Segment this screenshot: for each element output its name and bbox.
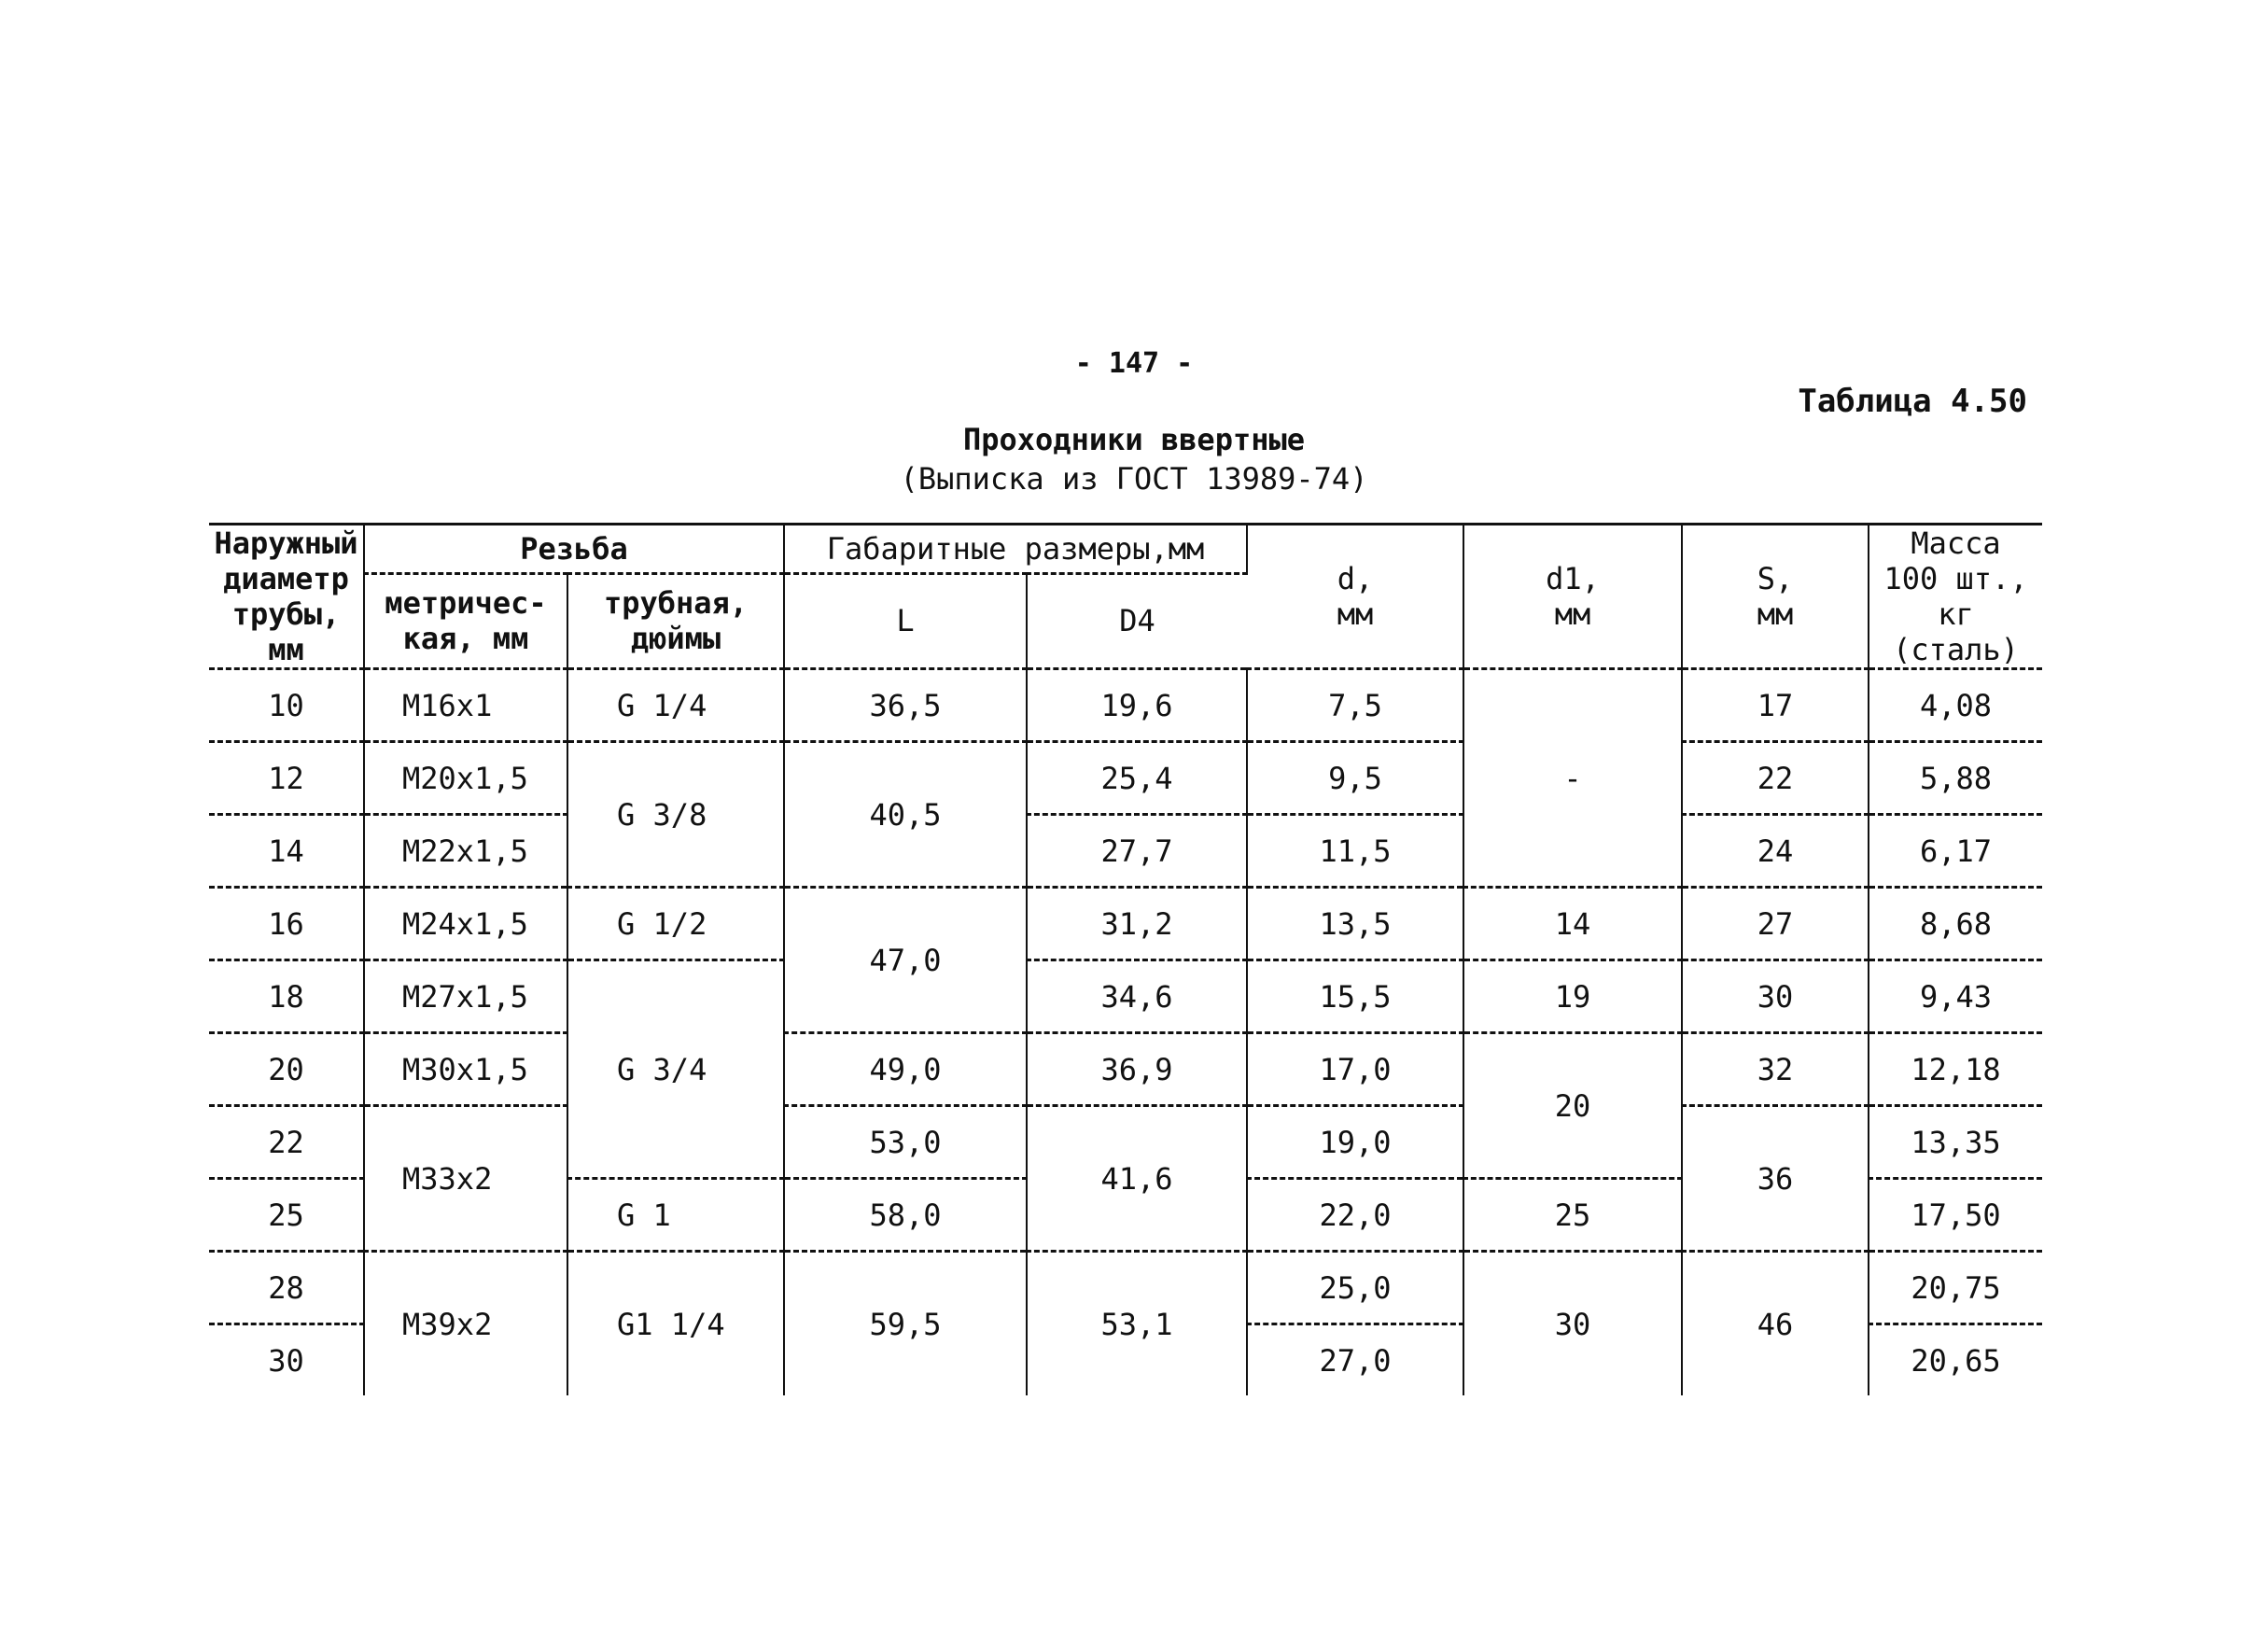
cell-outer-diameter: 12 xyxy=(209,742,364,815)
cell-d1: 19 xyxy=(1463,960,1682,1033)
header-mass-line-4: (сталь) xyxy=(1893,632,2019,667)
cell-outer-diameter: 28 xyxy=(209,1252,364,1324)
cell-s: 17 xyxy=(1682,669,1869,742)
cell-d: 17,0 xyxy=(1247,1033,1463,1106)
cell-d1: 20 xyxy=(1463,1033,1682,1179)
cell-d: 25,0 xyxy=(1247,1252,1463,1324)
cell-s: 24 xyxy=(1682,815,1869,888)
header-s xyxy=(1682,525,1869,669)
cell-d4: 34,6 xyxy=(1027,960,1247,1033)
cell-mass: 6,17 xyxy=(1869,815,2042,888)
cell-outer-diameter: 25 xyxy=(209,1179,364,1252)
cell-d4: 27,7 xyxy=(1027,815,1247,888)
cell-thread-metric: M16x1 xyxy=(364,669,567,742)
cell-s: 27 xyxy=(1682,888,1869,960)
cell-d4: 25,4 xyxy=(1027,742,1247,815)
cell-d1: 25 xyxy=(1463,1179,1682,1252)
page-number: - 147 - xyxy=(1074,347,1194,380)
cell-d1: - xyxy=(1463,669,1682,888)
table-label: Таблица 4.50 xyxy=(1798,383,2027,420)
cell-d1: 30 xyxy=(1463,1252,1682,1396)
header-outer-diameter-line-4: мм xyxy=(268,632,304,667)
cell-thread-pipe: G 1 xyxy=(567,1179,784,1252)
table-row xyxy=(209,1106,2042,1179)
cell-d4: 36,9 xyxy=(1027,1033,1247,1106)
header-overall-dims: Габаритные размеры,мм xyxy=(784,525,1247,574)
header-mass-line-3: кг xyxy=(1938,596,1974,632)
cell-thread-metric: M22x1,5 xyxy=(364,815,567,888)
cell-thread-metric: M24x1,5 xyxy=(364,888,567,960)
header-outer-diameter-line-3: трубы, xyxy=(231,596,341,632)
cell-d4: 31,2 xyxy=(1027,888,1247,960)
cell-s: 22 xyxy=(1682,742,1869,815)
cell-d: 27,0 xyxy=(1247,1324,1463,1396)
cell-outer-diameter: 30 xyxy=(209,1324,364,1396)
header-d4: D4 xyxy=(1027,573,1247,668)
header-mass-line-1: Масса xyxy=(1911,525,2001,561)
table-row xyxy=(209,960,2042,1033)
header-s-line-1: S, xyxy=(1757,561,1794,596)
cell-thread-pipe: G1 1/4 xyxy=(567,1252,784,1396)
cell-d4: 41,6 xyxy=(1027,1106,1247,1252)
cell-outer-diameter: 14 xyxy=(209,815,364,888)
cell-l: 47,0 xyxy=(784,888,1027,1033)
header-mass xyxy=(1869,525,2042,669)
header-thread-metric-line-2: кая, мм xyxy=(402,621,529,657)
cell-l: 49,0 xyxy=(784,1033,1027,1106)
cell-l: 36,5 xyxy=(784,669,1027,742)
header-d xyxy=(1247,525,1463,669)
title-line-2: (Выписка из ГОСТ 13989-74) xyxy=(900,461,1368,497)
header-d1-line-2: мм xyxy=(1554,596,1591,632)
cell-thread-pipe: G 3/4 xyxy=(567,960,784,1179)
table-row xyxy=(209,742,2042,815)
header-thread-metric-line-1: метричес- xyxy=(385,585,547,622)
cell-mass: 20,65 xyxy=(1911,1342,2001,1379)
header-thread-pipe-line-2: дюймы xyxy=(630,621,721,657)
cell-thread-pipe: G 1/4 xyxy=(567,669,784,742)
cell-thread-metric: M30x1,5 xyxy=(364,1033,567,1106)
cell-l: 53,0 xyxy=(784,1106,1027,1179)
cell-mass: 13,35 xyxy=(1869,1106,2042,1179)
cell-d: 13,5 xyxy=(1247,888,1463,960)
cell-outer-diameter: 22 xyxy=(209,1106,364,1179)
cell-thread-metric: M27x1,5 xyxy=(364,960,567,1033)
table-row xyxy=(209,1252,2042,1324)
header-thread: Резьба xyxy=(364,525,784,574)
cell-l: 59,5 xyxy=(784,1252,1027,1396)
header-d-line-2: мм xyxy=(1337,596,1374,632)
title-line-1: Проходники ввертные xyxy=(962,422,1306,457)
header-l: L xyxy=(784,573,1027,668)
cell-mass: 12,18 xyxy=(1869,1033,2042,1106)
table-row xyxy=(209,669,2042,742)
table-title xyxy=(0,420,2268,498)
cell-d: 9,5 xyxy=(1247,742,1463,815)
cell-s: 46 xyxy=(1682,1252,1869,1396)
header-outer-diameter xyxy=(209,525,364,669)
cell-d4: 53,1 xyxy=(1027,1252,1247,1396)
header-thread-pipe-line-1: трубная, xyxy=(603,585,749,622)
header-mass-line-2: 100 шт., xyxy=(1883,561,2028,596)
cell-d: 15,5 xyxy=(1247,960,1463,1033)
header-s-line-2: мм xyxy=(1757,596,1794,632)
cell-l: 40,5 xyxy=(784,742,1027,888)
cell-thread-pipe: G 1/2 xyxy=(567,888,784,960)
table-row xyxy=(209,1033,2042,1106)
cell-outer-diameter: 16 xyxy=(209,888,364,960)
cell-mass: 4,08 xyxy=(1869,669,2042,742)
table-row xyxy=(209,815,2042,888)
cell-d: 11,5 xyxy=(1247,815,1463,888)
header-d1 xyxy=(1463,525,1682,669)
cell-d4: 19,6 xyxy=(1027,669,1247,742)
cell-d: 7,5 xyxy=(1247,669,1463,742)
cell-outer-diameter: 18 xyxy=(209,960,364,1033)
cell-d1: 14 xyxy=(1463,888,1682,960)
cell-l: 58,0 xyxy=(784,1179,1027,1252)
cell-outer-diameter: 10 xyxy=(209,669,364,742)
header-thread-metric xyxy=(364,573,567,668)
cell-mass: 8,68 xyxy=(1869,888,2042,960)
cell-mass: 17,50 xyxy=(1869,1179,2042,1252)
cell-thread-metric: M20x1,5 xyxy=(364,742,567,815)
cell-d: 22,0 xyxy=(1247,1179,1463,1252)
header-outer-diameter-line-1: Наружный xyxy=(214,525,358,561)
header-thread-pipe xyxy=(567,573,784,668)
spec-table xyxy=(209,523,2042,1395)
cell-thread-pipe: G 3/8 xyxy=(567,742,784,888)
cell-mass: 9,43 xyxy=(1869,960,2042,1033)
table-row xyxy=(209,888,2042,960)
cell-d: 19,0 xyxy=(1247,1106,1463,1179)
header-d-line-1: d, xyxy=(1337,561,1374,596)
cell-thread-metric: M33x2 xyxy=(364,1106,567,1252)
cell-s: 36 xyxy=(1682,1106,1869,1252)
cell-mass: 5,88 xyxy=(1869,742,2042,815)
header-outer-diameter-line-2: диаметр xyxy=(223,561,349,596)
cell-mass: 20,75 xyxy=(1869,1252,2042,1324)
cell-outer-diameter: 20 xyxy=(209,1033,364,1106)
header-d1-line-1: d1, xyxy=(1546,561,1600,596)
cell-s: 32 xyxy=(1682,1033,1869,1106)
cell-s: 30 xyxy=(1682,960,1869,1033)
cell-thread-metric: M39x2 xyxy=(364,1252,567,1396)
